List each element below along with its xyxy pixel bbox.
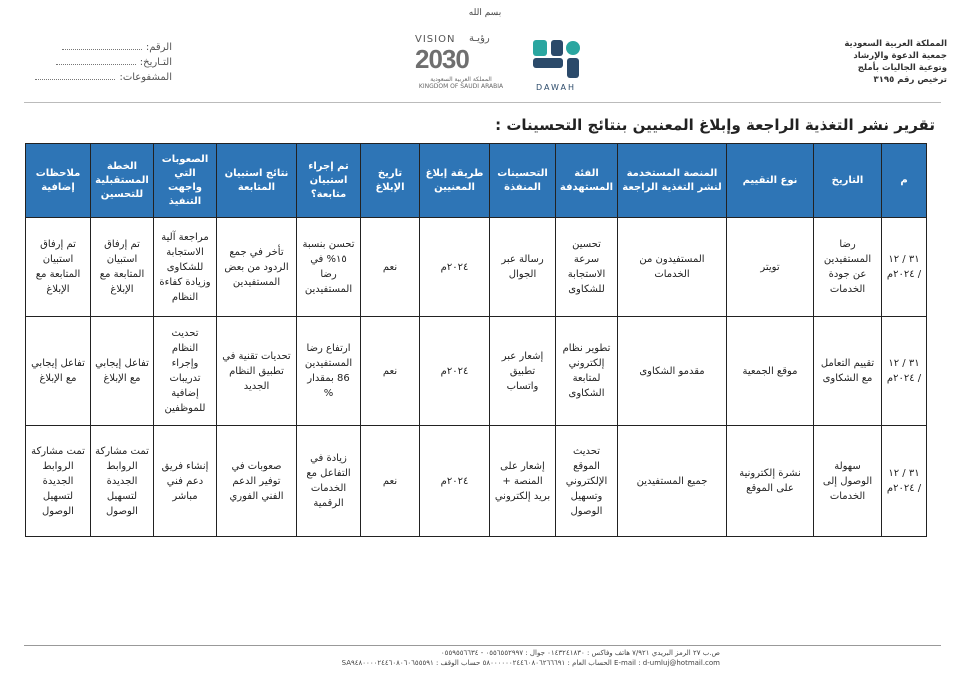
cell-date: رضا المستفيدين عن جودة الخدمات <box>814 218 882 317</box>
header-cell-improvements: التحسينات المنفذة <box>490 144 556 218</box>
dawah-logo <box>525 36 587 94</box>
header-cell-eval-type: نوع التقييم <box>727 144 814 218</box>
cell-improvements: إشعار على المنصة + بريد إلكتروني <box>490 426 556 537</box>
org-line: وتوعية الجاليات بأملج <box>857 63 947 73</box>
ref-attachments-row: المشفوعات: <box>42 70 172 85</box>
cell-difficulties: تحديث النظام وإجراء تدريبات إضافية للموظفين <box>154 317 217 426</box>
cell-survey-results: تأخر في جمع الردود من بعض المستفيدين <box>217 218 297 317</box>
cell-survey-results: تحديات تقنية في تطبيق النظام الجديد <box>217 317 297 426</box>
basmala-calligraphy: بسم الله <box>468 8 502 18</box>
cell-index: ٣١ / ١٢ / ٢٠٢٤م <box>882 218 927 317</box>
footer-line-address: ص.ب ٢٧ الرمز البريدي ٧/٩٢١ هاتف وفاكس : ٠١٤٣٢٤١٨٣٠ جوال : ٠٥٥٦٥٥٢٩٩٧ - ٠٥٥٩٥٥٦٦٣٤ <box>440 649 720 657</box>
cell-platform: مقدمو الشكاوى <box>618 317 727 426</box>
cell-survey-done: زيادة في التفاعل مع الخدمات الرقمية <box>297 426 361 537</box>
cell-audience: تطوير نظام إلكتروني لمتابعة الشكاوى <box>556 317 618 426</box>
cell-notes: تم إرفاق استبيان المتابعة مع الإبلاغ <box>26 218 91 317</box>
organization-info <box>797 38 947 86</box>
cell-date: تقييم التعامل مع الشكاوى <box>814 317 882 426</box>
cell-platform: جميع المستفيدين <box>618 426 727 537</box>
header-cell-survey-results: نتائج استبيان المتابعة <box>217 144 297 218</box>
vision-arabic-word: رؤيـة <box>469 33 490 44</box>
cell-eval-type: موقع الجمعية <box>727 317 814 426</box>
ref-attachments-label: المشفوعات <box>122 72 172 83</box>
vision-subtitle <box>415 76 507 90</box>
cell-improvements: إشعار عبر تطبيق واتساب <box>490 317 556 426</box>
cell-notify-method: ٢٠٢٤م <box>420 426 490 537</box>
vision-2030-logo <box>415 34 507 94</box>
cell-notify-method: ٢٠٢٤م <box>420 317 490 426</box>
cell-future-plan: تمت مشاركة الروابط الجديدة لتسهيل الوصول <box>91 426 154 537</box>
ref-number-row: الرقم: <box>42 40 172 55</box>
header-cell-index: م <box>882 144 927 218</box>
vision-year: 2030 <box>415 44 469 74</box>
ref-date-label: التـاريخ <box>143 57 172 68</box>
footer-divider <box>24 645 941 646</box>
reference-fields <box>42 40 172 85</box>
header-divider <box>24 102 941 103</box>
dawah-logo-icon <box>525 36 587 82</box>
cell-notify-method: ٢٠٢٤م <box>420 218 490 317</box>
cell-platform: المستفيدون من الخدمات <box>618 218 727 317</box>
header-cell-notes: ملاحظات إضافية <box>26 144 91 218</box>
cell-audience: تحديث الموقع الإلكتروني وتسهيل الوصول <box>556 426 618 537</box>
cell-index: ٣١ / ١٢ / ٢٠٢٤م <box>882 317 927 426</box>
vision-subtitle-en: KINGDOM OF SAUDI ARABIA <box>418 83 504 90</box>
cell-difficulties: إنشاء فريق دعم فني مباشر <box>154 426 217 537</box>
header-cell-difficulties: الصعوبات التي واجهت التنفيذ <box>154 144 217 218</box>
header-cell-notify-method: طريقة إبلاغ المعنيين <box>420 144 490 218</box>
cell-difficulties: مراجعة آلية الاستجابة للشكاوى وزيادة كفاءة النظام <box>154 218 217 317</box>
cell-notify-date: نعم <box>361 218 420 317</box>
header-cell-audience: الفئة المستهدفة <box>556 144 618 218</box>
vision-word: VISION <box>415 34 456 45</box>
header-cell-date: التاريخ <box>814 144 882 218</box>
header-cell-future-plan: الخطة المستقبلية للتحسين <box>91 144 154 218</box>
cell-date: سهولة الوصول إلى الخدمات <box>814 426 882 537</box>
table-row <box>26 317 927 426</box>
cell-eval-type: نشرة إلكترونية على الموقع <box>727 426 814 537</box>
cell-eval-type: تويتر <box>727 218 814 317</box>
cell-notify-date: نعم <box>361 426 420 537</box>
vision-subtitle-ar: المملكة العربية السعودية <box>430 76 492 83</box>
cell-notes: تفاعل إيجابي مع الإبلاغ <box>26 317 91 426</box>
header-cell-survey-done: تم إجراء استبيان متابعة؟ <box>297 144 361 218</box>
cell-index: ٣١ / ١٢ / ٢٠٢٤م <box>882 426 927 537</box>
ref-date-row: التـاريخ: <box>42 55 172 70</box>
page-title: تقرير نشر التغذية الراجعة وإبلاغ المعنيين بنتائج التحسينات : <box>495 116 935 134</box>
header-cell-platform: المنصة المستخدمة لنشر التغذية الراجعة <box>618 144 727 218</box>
dawah-logo-text: DAWAH <box>535 83 576 92</box>
org-line: ترخيص رقم ٣١٩٥ <box>873 75 947 85</box>
footer-contact <box>300 648 720 668</box>
header-cell-notify-date: تاريخ الإبلاغ <box>361 144 420 218</box>
cell-improvements: رسالة عبر الجوال <box>490 218 556 317</box>
cell-notes: تمت مشاركة الروابط الجديدة لتسهيل الوصول <box>26 426 91 537</box>
cell-notify-date: نعم <box>361 317 420 426</box>
ref-number-label: الرقم <box>149 42 172 53</box>
table-row <box>26 218 927 317</box>
cell-survey-done: ارتفاع رضا المستفيدين 86 بمقدار % <box>297 317 361 426</box>
cell-survey-results: صعوبات في توفير الدعم الفني الفوري <box>217 426 297 537</box>
footer-line-accounts: E-mail : d-umluj@hotmail.com الحساب العام : ٥٨٠٠٠٠٠٠٢٤٤٦٠٨٠٦٢٦٦٦٩١ حساب الوقف : SA٩٤٨٠٠٠٠٢٤٤٦٠٨٠٦٠٦٥٥٥٩١ <box>341 659 720 667</box>
table-header-row <box>26 144 927 218</box>
cell-future-plan: تفاعل إيجابي مع الإبلاغ <box>91 317 154 426</box>
org-line: المملكة العربية السعودية <box>844 39 947 49</box>
report-table <box>25 143 927 537</box>
cell-future-plan: تم إرفاق استبيان المتابعة مع الإبلاغ <box>91 218 154 317</box>
cell-survey-done: تحسن بنسبة ١٥% في رضا المستفيدين <box>297 218 361 317</box>
table-row <box>26 426 927 537</box>
cell-audience: تحسين سرعة الاستجابة للشكاوى <box>556 218 618 317</box>
org-line: جمعية الدعوة والإرشاد <box>853 51 947 61</box>
